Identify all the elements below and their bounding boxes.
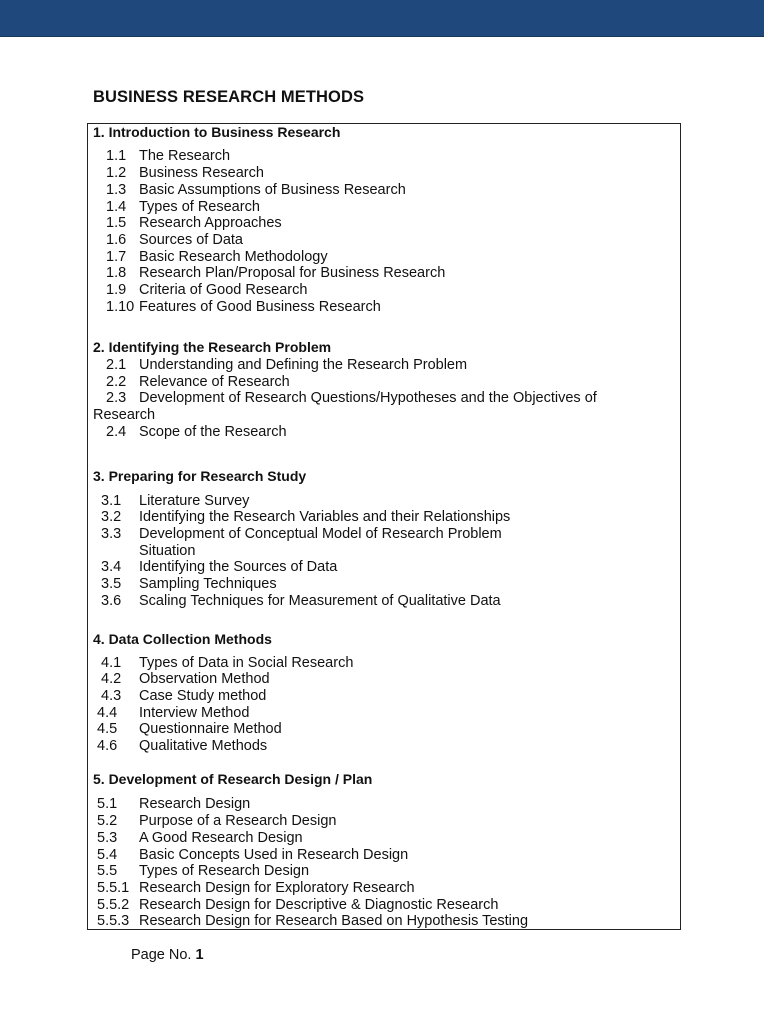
document-title: BUSINESS RESEARCH METHODS (93, 88, 365, 106)
section-5-title: 5. Development of Research Design / Plan (93, 771, 373, 787)
section-3-title: 3. Preparing for Research Study (93, 468, 307, 484)
page-label: Page No. (131, 947, 192, 963)
list-item-continuation: Situation (139, 543, 196, 559)
page-number: 1 (195, 947, 204, 963)
page-number-footer (131, 947, 204, 963)
section-4-title: 4. Data Collection Methods (93, 631, 272, 647)
section-1-title: 1. Introduction to Business Research (93, 124, 341, 140)
top-header-bar (0, 0, 764, 37)
section-2-title: 2. Identifying the Research Problem (93, 339, 332, 355)
list-item-continuation: Research (93, 407, 156, 423)
